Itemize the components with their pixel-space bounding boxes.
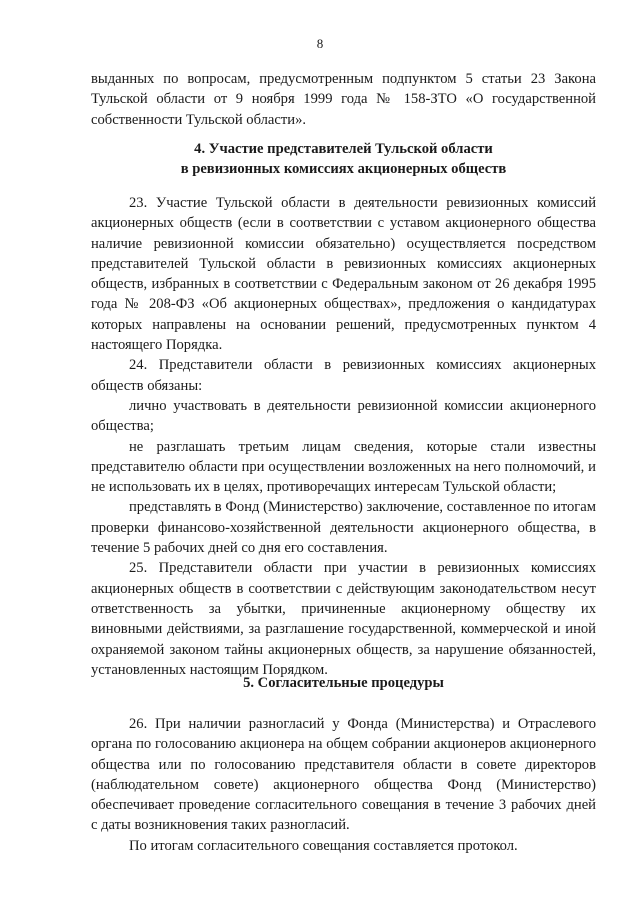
section-4-body xyxy=(91,193,596,680)
section-5-body xyxy=(91,714,596,856)
section-4-heading-line-2: в ревизионных комиссиях акционерных обществ xyxy=(180,161,507,178)
top-paragraph: выданных по вопросам, предусмотренным подпунктом 5 статьи 23 Закона Тульской области от 9 ноября 1999 года № 158-ЗТО «О государственной собственности Тульской области». xyxy=(91,71,596,128)
paragraph-24-item-3: представлять в Фонд (Министерство) заключение, составленное по итогам проверки финансово-хозяйственной деятельности акционерного общества, в течение 5 рабочих дней со дня его составления. xyxy=(91,499,596,557)
section-5-heading: 5. Согласительные процедуры xyxy=(243,675,444,691)
paragraph-23: 23. Участие Тульской области в деятельности ревизионных комиссий акционерных обществ (если в соответствии с уставом акционерного общества наличие ревизионной комиссии обязательно) осуществляется посредством представителей Тульской области в ревизионных комиссиях акционерных обществ, избранных в соответствии с Федеральным законом от 26 декабря 1995 года № 208-ФЗ «Об акционерных обществах», предложения о кандидатурах которых направлены на основании решений, предусмотренных пунктом 4 настоящего Порядка. xyxy=(91,195,596,354)
paragraph-24-item-1: лично участвовать в деятельности ревизионной комиссии акционерного общества; xyxy=(91,397,596,435)
paragraph-25: 25. Представители области при участии в ревизионных комиссиях акционерных обществ в соответствии с действующим законодательством несут ответственность за убытки, причиненные акционерному обществу их виновными действиями, за разглашение государственной, коммерческой и иной охраняемой законом тайны акционерных обществ, за нарушение обязанностей, установленных настоящим Порядком. xyxy=(91,560,596,678)
section-5-heading-block xyxy=(91,673,596,693)
paragraph-24-item-2: не разглашать третьим лицам сведения, которые стали известны представителю области при осуществлении возложенных на него полномочий, и не использовать их в целях, противоречащих интересам Тульской области; xyxy=(91,438,596,496)
paragraph-protocol: По итогам согласительного совещания составляется протокол. xyxy=(129,837,518,854)
page-number: 8 xyxy=(316,36,324,51)
section-4-heading xyxy=(91,139,596,180)
section-4-heading-line-1: 4. Участие представителей Тульской области xyxy=(194,141,493,157)
paragraph-26: 26. При наличии разногласий у Фонда (Министерства) и Отраслевого органа по голосованию акционера на общем собрании акционеров акционерного общества или по голосованию представителя области в совете директоров (наблюдательном совете) акционерного общества Фонд (Министерство) обеспечивает проведение согласительного совещания в течение 3 рабочих дней с даты возникновения таких разногласий. xyxy=(91,716,596,834)
paragraph-24: 24. Представители области в ревизионных комиссиях акционерных обществ обязаны: xyxy=(91,357,596,394)
top-paragraph-block xyxy=(91,69,596,130)
